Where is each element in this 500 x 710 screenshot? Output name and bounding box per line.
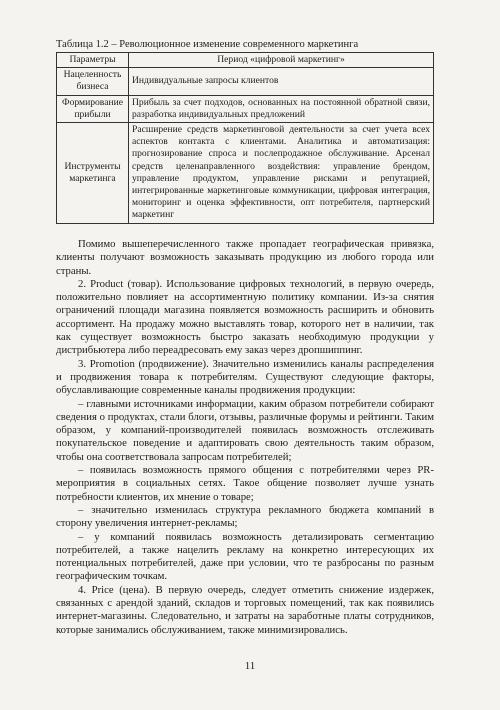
list-item: – главными источниками информации, каким образом потребители собирают сведения о продуктах, стали блоги, отзывы, различные форумы и рейтинги. Таким образом, у компаний-производителей появилась возможность отслеживать покупательское поведение и адаптировать свою деятельность таким образом, чтобы она соответствовала запросам потребителей; xyxy=(56,397,434,463)
table-row xyxy=(57,95,434,122)
paragraph: 2. Product (товар). Использование цифровых технологий, в первую очередь, положительно повлияет на ассортиментную политику компании. Из-за снятия ограничений площади магазина появляется возможность расширить и обновить ассортимент. На продажу можно выставлять товар, которого нет в наличии, так как существует возможность быстро заказать необходимую продукции у дистрибьютера либо переадресовать ему заказ через дропшиппинг. xyxy=(56,277,434,357)
table-row xyxy=(57,68,434,95)
list-item: – появилась возможность прямого общения с потребителями через PR-мероприятия в социальных сетях. Такое общение позволяет лучше узнать потребности клиентов, их мнение о товаре; xyxy=(56,464,434,503)
paragraph: Помимо вышеперечисленного также пропадает географическая привязка, клиенты получают возможность заказывать продукцию из любого города или страны. xyxy=(56,238,434,277)
table-cell-param: Формирование прибыли xyxy=(57,95,129,122)
table-header-params: Параметры xyxy=(57,53,129,68)
paragraph: 4. Price (цена). В первую очередь, следует отметить снижение издержек, связанных с арендой зданий, складов и торговых помещений, так как появились интернет-магазины. Следовательно, и затраты на заработные платы сотрудников, которые занимались обслуживанием, также минимизировались. xyxy=(56,583,434,636)
body-text xyxy=(56,238,434,637)
marketing-table xyxy=(56,52,434,224)
table-header-period: Период «цифровой маркетинг» xyxy=(129,53,434,68)
table-cell-param: Инструменты маркетинга xyxy=(57,123,129,224)
table-caption: Таблица 1.2 – Революционное изменение современного маркетинга xyxy=(56,39,359,50)
table-cell-value: Индивидуальные запросы клиентов xyxy=(129,68,434,95)
table-cell-value: Расширение средств маркетинговой деятельности за счет учета всех аспектов контакта с клиентами. Аналитика и автоматизация: прогнозирование спроса и послепродажное обслуживание. Арсенал средств целенаправленного воздействия: управление брендом, управление продуктом, управление рисками и репутацией, интегрированные маркетинговые коммуникации, цифровая интеграция, мониторинг и оценка эффективности, опт потребителя, партнерский маркетинг xyxy=(129,123,434,224)
list-item: – значительно изменилась структура рекламного бюджета компаний в сторону увеличения интернет-рекламы; xyxy=(56,503,434,530)
table-header-row xyxy=(57,53,434,68)
paragraph: 3. Promotion (продвижение). Значительно изменились каналы распределения и продвижения товара к потребителям. Существуют следующие факторы, обуславливающие современные каналы продвижения продукции: xyxy=(56,357,434,397)
table-cell-value: Прибыль за счет подходов, основанных на постоянной обратной связи, разработка индивидуальных предложений xyxy=(129,95,434,122)
page-number: 11 xyxy=(244,660,256,672)
table-row xyxy=(57,123,434,224)
list-item: – у компаний появилась возможность детализировать сегментацию потребителей, а также нацелить рекламу на конкретно интересующих их потенциальных потребителей, даже при условии, что те разбросаны по разным географическим точкам. xyxy=(56,530,434,583)
table-cell-param: Нацеленность бизнеса xyxy=(57,68,129,95)
